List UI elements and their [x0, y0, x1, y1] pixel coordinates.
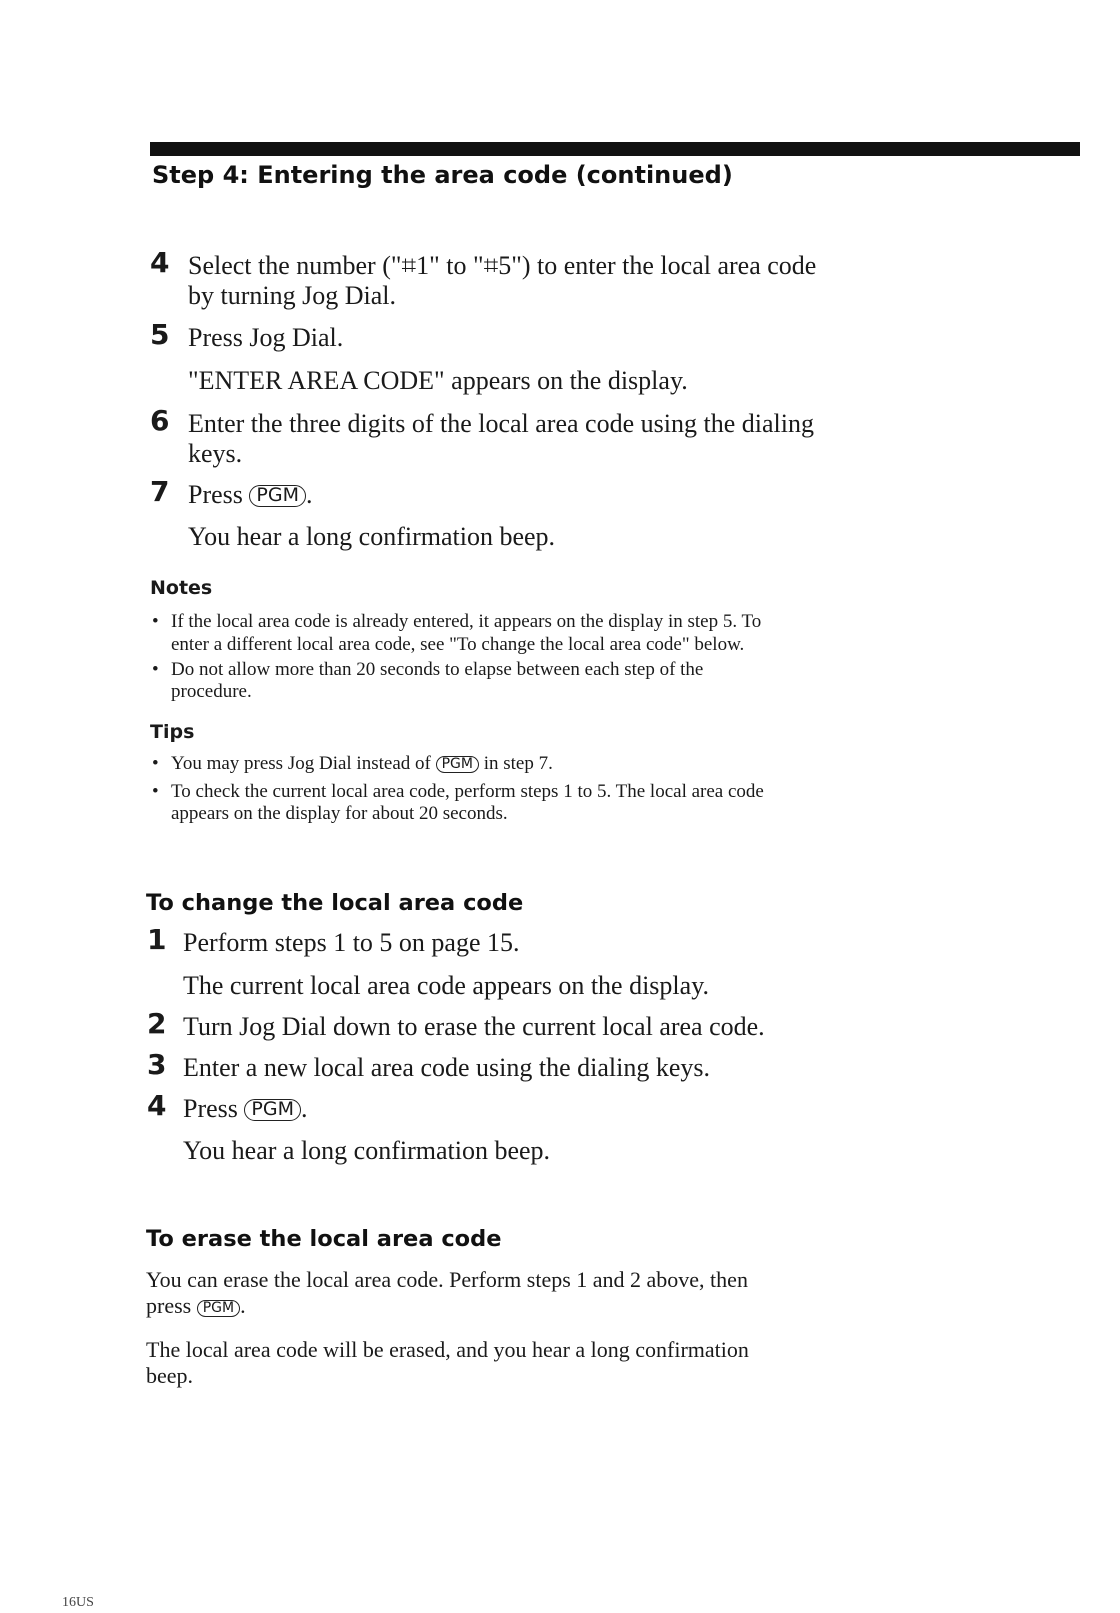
note-text: enter a different local area code, see "To change the local area code" below.	[171, 634, 745, 655]
step-text-prefix: Press	[183, 1094, 245, 1123]
step-text: Enter a new local area code using the dialing keys.	[183, 1053, 711, 1082]
bullet-icon: •	[152, 753, 159, 774]
note-text: If the local area code is already entered, it appears on the display in step 5. To	[171, 611, 762, 632]
step-text: Turn Jog Dial down to erase the current local area code.	[183, 1012, 765, 1041]
bullet-icon: •	[152, 611, 159, 632]
step-text-suffix: .	[300, 1094, 308, 1123]
step-number: 4	[150, 246, 170, 279]
tip-text-prefix: You may press Jog Dial instead of	[171, 753, 436, 774]
step-number: 7	[150, 475, 170, 508]
step-result: You hear a long confirmation beep.	[183, 1136, 551, 1165]
pgm-key-icon: PGM	[197, 1300, 240, 1317]
step-text	[188, 479, 312, 510]
step-result: You hear a long confirmation beep.	[188, 522, 556, 551]
bullet-icon: •	[152, 659, 159, 680]
step-number: 1	[147, 923, 167, 956]
step-result: The current local area code appears on the display.	[183, 971, 710, 1000]
tip-text-suffix: in step 7.	[478, 753, 553, 774]
pgm-key-icon: PGM	[244, 1099, 301, 1121]
step-text: Perform steps 1 to 5 on page 15.	[183, 928, 520, 957]
step-text: keys.	[188, 439, 243, 468]
erase-text-suffix: .	[240, 1293, 246, 1318]
step-text-suffix: .	[305, 480, 313, 509]
step-number: 2	[147, 1007, 167, 1040]
section-title-erase: To erase the local area code	[146, 1226, 502, 1252]
page-number: 16US	[62, 1595, 94, 1610]
step-number: 4	[147, 1089, 167, 1122]
notes-label: Notes	[150, 577, 213, 599]
erase-paragraph	[146, 1292, 246, 1319]
step-result: "ENTER AREA CODE" appears on the display.	[188, 366, 688, 395]
step-number: 6	[150, 404, 170, 437]
step-number: 5	[150, 318, 170, 351]
erase-text-prefix: press	[146, 1293, 197, 1318]
erase-paragraph: The local area code will be erased, and you hear a long confirmation	[146, 1337, 749, 1362]
header-rule	[150, 142, 1080, 156]
note-text: procedure.	[171, 681, 252, 702]
step-text-prefix: Press	[188, 480, 250, 509]
erase-paragraph: beep.	[146, 1363, 194, 1388]
step-text	[183, 1093, 307, 1124]
note-text: Do not allow more than 20 seconds to elapse between each step of the	[171, 659, 704, 680]
pgm-key-icon: PGM	[436, 756, 479, 773]
step-number: 3	[147, 1048, 167, 1081]
step-text: Select the number ("⌗1" to "⌗5") to enter the local area code	[188, 251, 817, 280]
section-title-change: To change the local area code	[146, 890, 524, 916]
step-text: by turning Jog Dial.	[188, 281, 396, 310]
bullet-icon: •	[152, 781, 159, 802]
tips-label: Tips	[150, 721, 195, 743]
pgm-key-icon: PGM	[249, 485, 306, 507]
page-title: Step 4: Entering the area code (continued)	[152, 161, 733, 189]
tip-text: To check the current local area code, perform steps 1 to 5. The local area code	[171, 781, 764, 802]
erase-paragraph: You can erase the local area code. Perform steps 1 and 2 above, then	[146, 1267, 748, 1292]
tip-text	[171, 752, 553, 775]
tip-text: appears on the display for about 20 seconds.	[171, 803, 508, 824]
step-text: Enter the three digits of the local area code using the dialing	[188, 409, 814, 438]
step-text: Press Jog Dial.	[188, 323, 344, 352]
